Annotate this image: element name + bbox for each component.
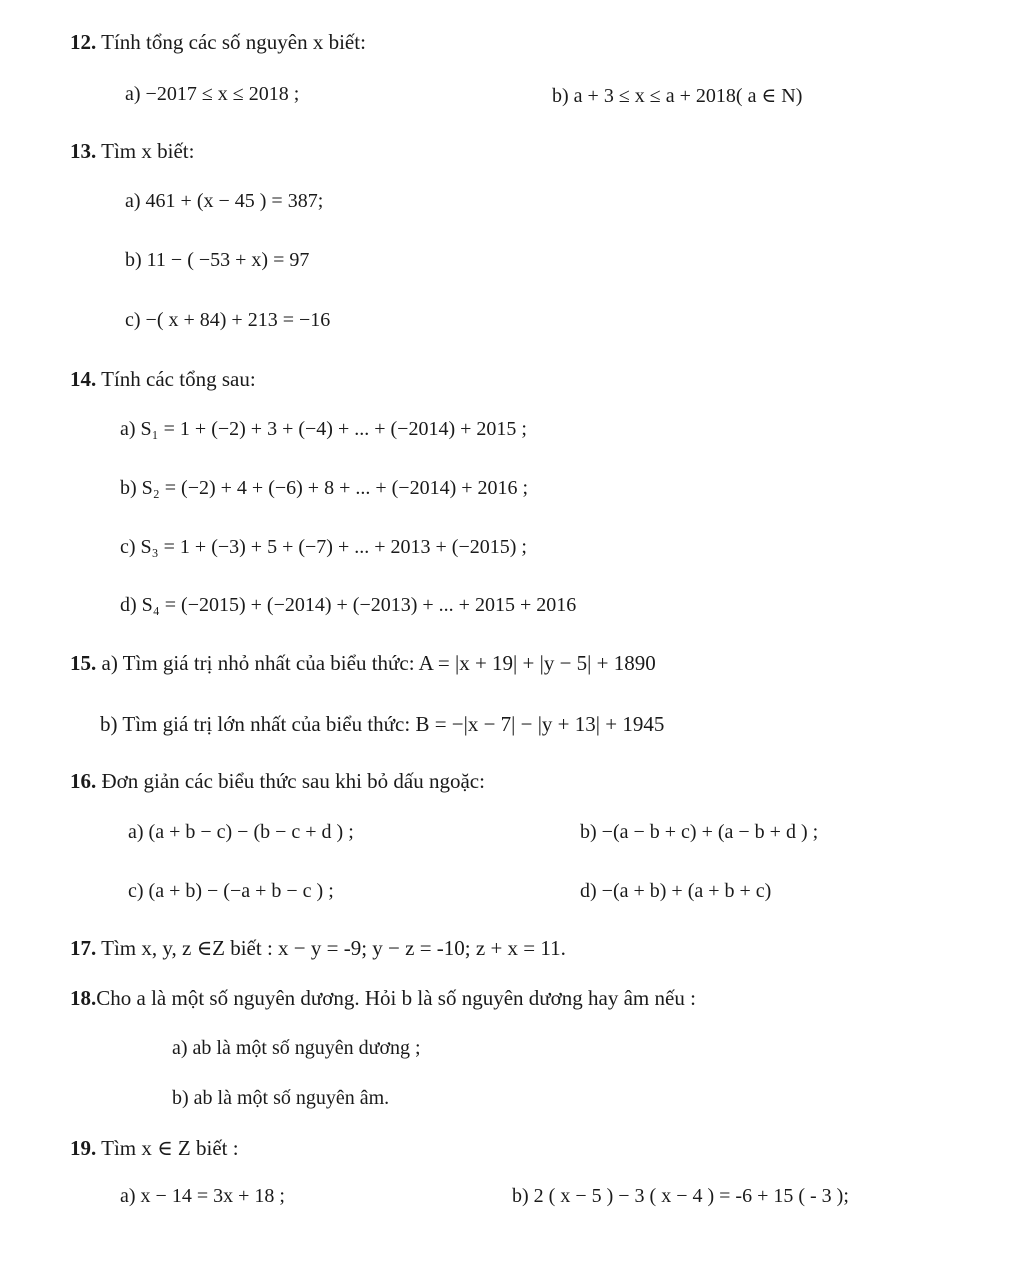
- problem-14-d: d) S₄ = (−2015) + (−2014) + (−2013) + ... + 2015 + 2016: [120, 594, 577, 616]
- problem-12-heading: [70, 30, 366, 55]
- problem-13-number: 13.: [70, 139, 97, 163]
- problem-14-heading: [70, 367, 256, 392]
- problem-12-b: b) a + 3 ≤ x ≤ a + 2018( a ∈ N): [552, 85, 803, 107]
- problem-19-heading: [70, 1136, 239, 1161]
- problem-15-heading: [70, 651, 656, 676]
- problem-14-c: c) S₃ = 1 + (−3) + 5 + (−7) + ... + 2013 + (−2015) ;: [120, 536, 527, 558]
- problem-14-b: b) S₂ = (−2) + 4 + (−6) + 8 + ... + (−2014) + 2016 ;: [120, 477, 529, 499]
- problem-12-title: Tính tổng các số nguyên x biết:: [101, 30, 366, 54]
- problem-18-a: a) ab là một số nguyên dương ;: [172, 1037, 421, 1059]
- problem-13-title: Tìm x biết:: [101, 139, 195, 163]
- problem-16-title: Đơn giản các biểu thức sau khi bỏ dấu ngoặc:: [101, 769, 485, 793]
- problem-12-a: a) −2017 ≤ x ≤ 2018 ;: [125, 83, 300, 105]
- problem-18-heading: [70, 986, 696, 1011]
- problem-16-d: d) −(a + b) + (a + b + c): [580, 880, 772, 902]
- problem-18-number: 18.: [70, 986, 97, 1010]
- problem-12-number: 12.: [70, 30, 97, 54]
- problem-14-a: a) S₁ = 1 + (−2) + 3 + (−4) + ... + (−2014) + 2015 ;: [120, 418, 527, 440]
- problem-13-b: b) 11 − ( −53 + x) = 97: [125, 249, 310, 271]
- problem-16-b: b) −(a − b + c) + (a − b + d ) ;: [580, 821, 819, 843]
- problem-19-b: b) 2 ( x − 5 ) − 3 ( x − 4 ) = -6 + 15 ( - 3 );: [512, 1185, 849, 1207]
- problem-17-heading: [70, 936, 566, 961]
- problem-16-heading: [70, 769, 485, 794]
- problem-19-title: Tìm x ∈ Z biết :: [101, 1136, 239, 1160]
- problem-14-title: Tính các tổng sau:: [101, 367, 256, 391]
- problem-13-a: a) 461 + (x − 45 ) = 387;: [125, 190, 324, 212]
- problem-17-title: Tìm x, y, z ∈Z biết : x − y = -9; y − z = -10; z + x = 11.: [101, 936, 566, 960]
- problem-15-number: 15.: [70, 651, 97, 675]
- problem-16-c: c) (a + b) − (−a + b − c ) ;: [128, 880, 334, 902]
- problem-19-number: 19.: [70, 1136, 97, 1160]
- problem-18-b: b) ab là một số nguyên âm.: [172, 1087, 390, 1109]
- problem-16-a: a) (a + b − c) − (b − c + d ) ;: [128, 821, 354, 843]
- problem-15-b: b) Tìm giá trị lớn nhất của biểu thức: B = −|x − 7| − |y + 13| + 1945: [100, 712, 665, 736]
- problem-16-number: 16.: [70, 769, 97, 793]
- problem-13-heading: [70, 139, 194, 164]
- problem-18-title: Cho a là một số nguyên dương. Hỏi b là số nguyên dương hay âm nếu :: [96, 986, 696, 1010]
- problem-17-number: 17.: [70, 936, 97, 960]
- problem-13-c: c) −( x + 84) + 213 = −16: [125, 309, 331, 331]
- problem-19-a: a) x − 14 = 3x + 18 ;: [120, 1185, 285, 1207]
- problem-14-number: 14.: [70, 367, 97, 391]
- problem-15-a: a) Tìm giá trị nhỏ nhất của biểu thức: A = |x + 19| + |y − 5| + 1890: [101, 651, 656, 675]
